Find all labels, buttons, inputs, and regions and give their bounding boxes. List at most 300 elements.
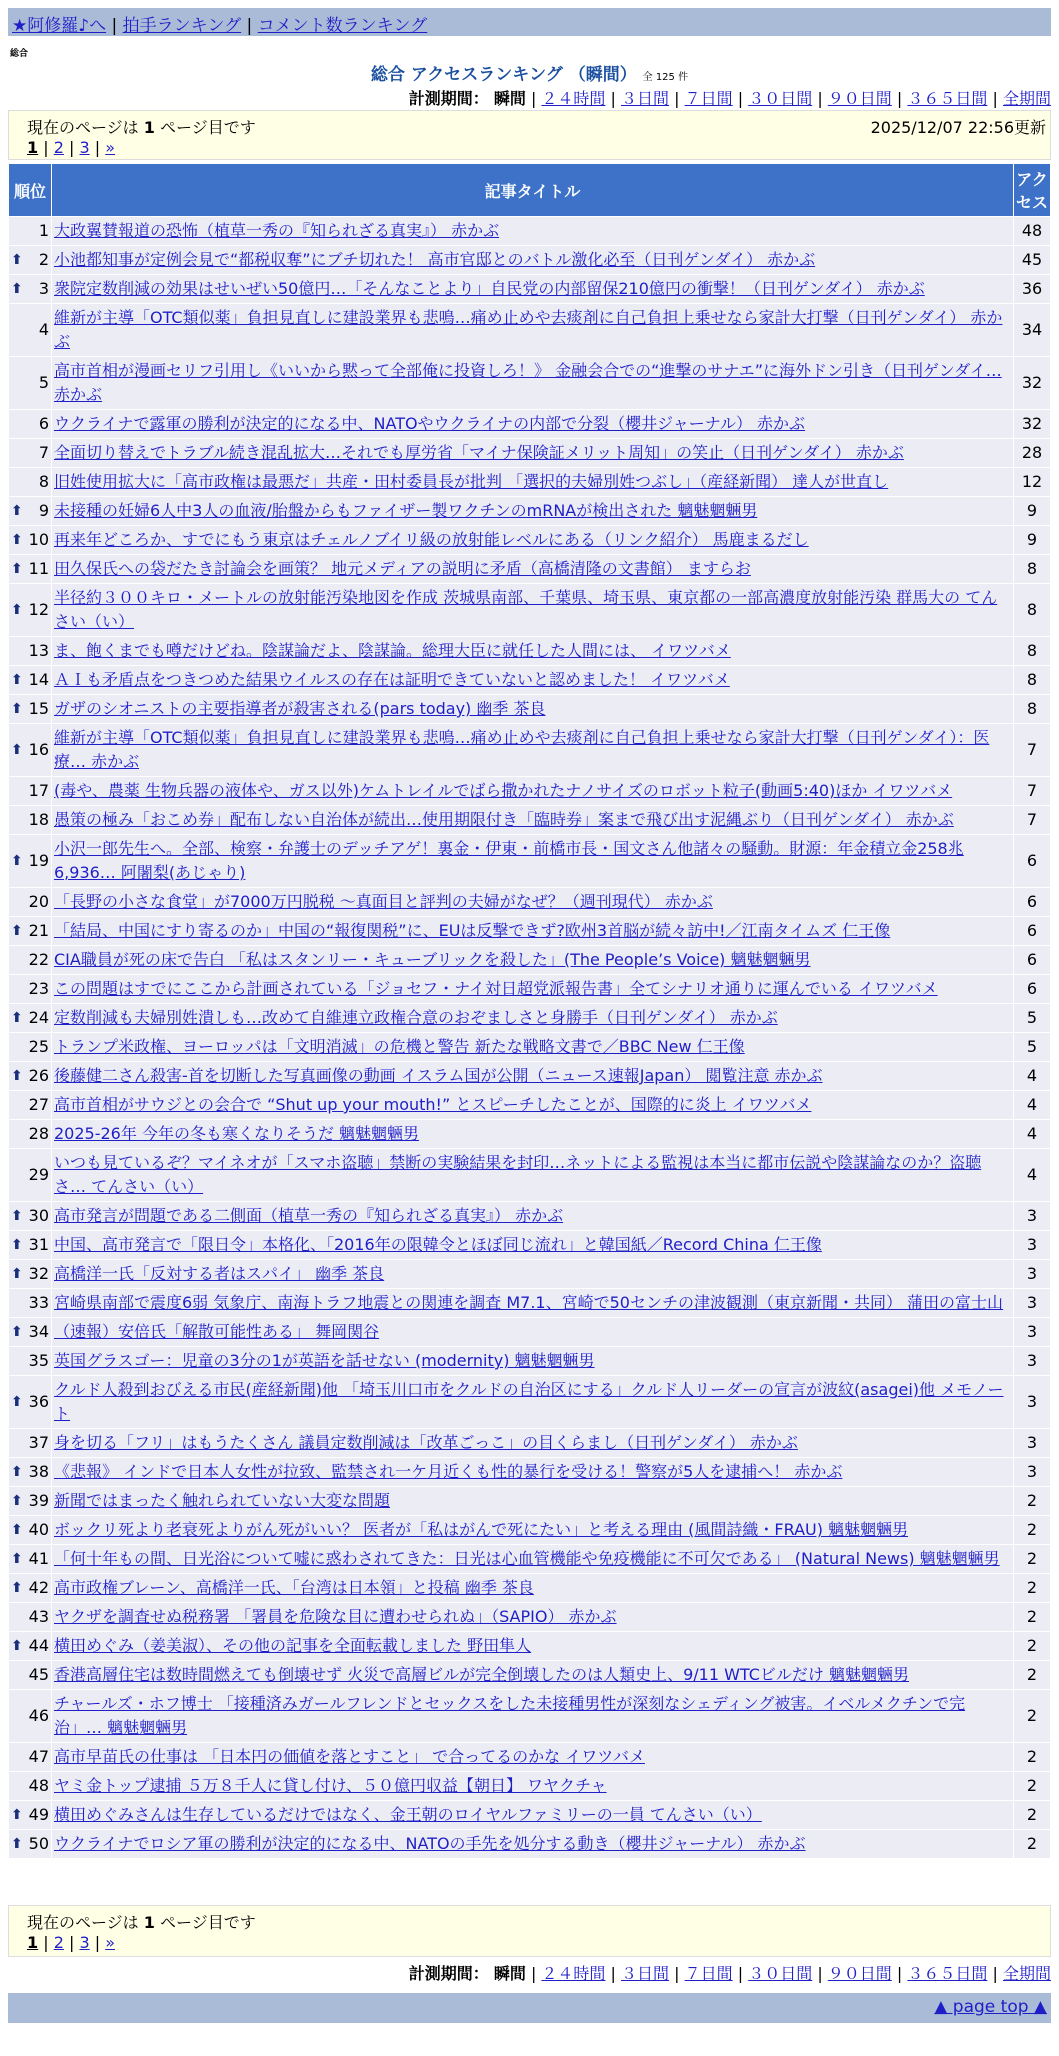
table-row	[9, 1574, 1050, 1602]
article-link[interactable]: 「何十年もの間、日光浴について嘘に惑わされてきた：日光は心血管機能や免疫機能に不可欠である」 (Natural News) 魑魅魍魎男	[54, 1549, 1000, 1568]
access-count: 2	[1014, 1516, 1050, 1544]
up-arrow-icon: ⬆	[11, 1208, 23, 1224]
rank-number: 40	[28, 1520, 49, 1539]
rank-cell	[9, 1458, 51, 1486]
access-count: 5	[1014, 1004, 1050, 1032]
rank-cell	[9, 1004, 51, 1032]
title-cell	[52, 410, 1013, 438]
article-link[interactable]: 英国グラスゴー：児童の3分の1が英語を話せない (modernity) 魑魅魍魎男	[54, 1351, 595, 1370]
applause-ranking-link[interactable]: 拍手ランキング	[122, 16, 242, 36]
up-arrow-icon: ⬆	[11, 923, 23, 939]
rank-cell	[9, 1574, 51, 1602]
period-7d[interactable]: ７日間	[684, 1964, 733, 1983]
separator: |	[43, 1933, 54, 1952]
table-header	[9, 164, 1050, 216]
access-count: 3	[1014, 1347, 1050, 1375]
access-count: 7	[1014, 724, 1050, 776]
rank-number: 5	[38, 373, 49, 392]
access-count: 2	[1014, 1661, 1050, 1689]
article-link[interactable]: ヤクザを調査せぬ税務署 「署員を危険な目に遭わせられぬ」（SAPIO） 赤かぶ	[54, 1607, 617, 1626]
rank-cell	[9, 666, 51, 694]
article-link[interactable]: ま、飽くまでも噂だけどね。陰謀論だよ、陰謀論。総理大臣に就任した人間には、 イワツバメ	[54, 641, 731, 660]
up-arrow-icon: ⬆	[11, 503, 23, 519]
article-link[interactable]: 高橋洋一氏「反対する者はスパイ」 幽季 茶良	[54, 1264, 385, 1283]
access-count: 2	[1014, 1603, 1050, 1631]
table-row	[9, 975, 1050, 1003]
access-count: 2	[1014, 1743, 1050, 1771]
up-arrow-icon: ⬆	[11, 1551, 23, 1567]
rank-number: 35	[28, 1351, 49, 1370]
title-cell	[52, 1376, 1013, 1428]
article-link[interactable]: (毒や、農薬 生物兵器の液体や、ガス以外)ケムトレイルでばら撒かれたナノサイズのロボット粒子(動画5:40)ほか イワツバメ	[54, 781, 953, 800]
title-cell	[52, 724, 1013, 776]
top-nav-bar	[8, 8, 1051, 36]
title-cell	[52, 1458, 1013, 1486]
table-row	[9, 1661, 1050, 1689]
rank-number: 15	[28, 699, 49, 718]
updated-time: 2025/12/07 22:56更新	[870, 118, 1046, 137]
period-365d[interactable]: ３６５日間	[907, 1964, 988, 1983]
rank-number: 19	[28, 851, 49, 870]
rank-number: 24	[28, 1008, 49, 1027]
page-info-bottom	[8, 1905, 1051, 1957]
rank-cell	[9, 1516, 51, 1544]
access-count: 48	[1014, 217, 1050, 245]
article-link[interactable]: 横田めぐみ（姜美淑）、その他の記事を全面転載しました 野田隼人	[54, 1636, 532, 1655]
table-row	[9, 526, 1050, 554]
separator: |	[896, 1964, 908, 1983]
title-cell	[52, 888, 1013, 916]
access-count: 9	[1014, 497, 1050, 525]
rank-cell	[9, 835, 51, 887]
rank-number: 30	[28, 1206, 49, 1225]
current-page-text	[27, 115, 256, 138]
up-arrow-icon: ⬆	[11, 1638, 23, 1654]
access-count: 2	[1014, 1801, 1050, 1829]
period-all[interactable]: 全期間	[1002, 1964, 1051, 1983]
access-count: 3	[1014, 1202, 1050, 1230]
access-count: 2	[1014, 1574, 1050, 1602]
title-cell	[52, 1545, 1013, 1573]
table-row	[9, 304, 1050, 356]
page-1-current: 1	[27, 138, 39, 157]
rank-cell	[9, 1772, 51, 1800]
table-row	[9, 246, 1050, 274]
access-count: 6	[1014, 975, 1050, 1003]
title-cell	[52, 946, 1013, 974]
title-cell	[52, 1091, 1013, 1119]
separator: |	[94, 1933, 106, 1952]
title-cell	[52, 1661, 1013, 1689]
title-cell	[52, 1289, 1013, 1317]
page-number: 1	[143, 118, 155, 137]
rank-cell	[9, 1318, 51, 1346]
period-24h[interactable]: ２４時間	[541, 1964, 606, 1983]
up-arrow-icon: ⬆	[11, 1807, 23, 1823]
rank-number: 21	[28, 921, 49, 940]
access-count: 4	[1014, 1091, 1050, 1119]
rank-cell	[9, 468, 51, 496]
article-link[interactable]: 身を切る「フリ」はもうたくさん 議員定数削減は「改革ごっこ」の目くらまし（日刊ゲンダイ） 赤かぶ	[54, 1433, 798, 1452]
period-current: 瞬間	[493, 1964, 526, 1983]
table-row	[9, 497, 1050, 525]
rank-cell	[9, 1632, 51, 1660]
rank-number: 49	[28, 1805, 49, 1824]
article-link[interactable]: 再来年どころか、すでにもう東京はチェルノブイリ級の放射能レベルにある（リンク紹介） 馬鹿まるだし	[54, 530, 809, 549]
title-cell	[52, 1149, 1013, 1201]
period-3d[interactable]: ３日間	[621, 1964, 670, 1983]
rank-number: 4	[38, 320, 49, 339]
separator: |	[610, 89, 622, 108]
separator: |	[817, 89, 828, 108]
article-link[interactable]: 「結局、中国にすり寄るのか」中国の“報復関税”に、EUは反撃できず?欧州3首脳が続々訪中!／江南タイムズ 仁王像	[54, 921, 891, 940]
rank-number: 12	[28, 600, 49, 619]
access-count: 3	[1014, 1260, 1050, 1288]
table-row	[9, 1062, 1050, 1090]
title-cell	[52, 1516, 1013, 1544]
rank-number: 31	[28, 1235, 49, 1254]
article-link[interactable]: 愚策の極み「おこめ券」配布しない自治体が続出…使用期限付き「臨時券」案まで飛び出す泥縄ぶり（日刊ゲンダイ） 赤かぶ	[54, 810, 954, 829]
title-cell	[52, 695, 1013, 723]
article-link[interactable]: （速報）安倍氏「解散可能性ある」 舞岡関谷	[54, 1322, 380, 1341]
rank-number: 43	[28, 1607, 49, 1626]
rank-cell	[9, 1289, 51, 1317]
rank-number: 8	[38, 472, 49, 491]
table-row	[9, 1458, 1050, 1486]
access-count: 6	[1014, 917, 1050, 945]
article-link[interactable]: 新聞ではまったく触れられていない大変な問題	[54, 1491, 391, 1510]
title-cell	[52, 304, 1013, 356]
page-suffix: ページ目です	[160, 1913, 256, 1932]
access-count: 2	[1014, 1487, 1050, 1515]
up-arrow-icon: ⬆	[11, 252, 23, 268]
article-link[interactable]: 高市政権ブレーン、高橋洋一氏、「台湾は日本領」と投稿 幽季 茶良	[54, 1578, 534, 1597]
access-count: 3	[1014, 1376, 1050, 1428]
rank-cell	[9, 357, 51, 409]
up-arrow-icon: ⬆	[11, 602, 23, 618]
table-row	[9, 1033, 1050, 1061]
title-cell	[52, 1801, 1013, 1829]
page-3-link[interactable]: 3	[79, 138, 90, 157]
rank-number: 45	[28, 1665, 49, 1684]
table-row	[9, 1801, 1050, 1829]
access-count: 32	[1014, 357, 1050, 409]
title-cell	[52, 555, 1013, 583]
access-count: 36	[1014, 275, 1050, 303]
page-2-link[interactable]: 2	[53, 138, 64, 157]
article-link[interactable]: 後藤健二さん殺害-首を切断した写真画像の動画 イスラム国が公開（ニュース速報Japan） 閲覧注意 赤かぶ	[54, 1066, 823, 1085]
title-cell	[52, 1690, 1013, 1742]
access-count: 6	[1014, 835, 1050, 887]
article-link[interactable]: 定数削減も夫婦別姓潰しも…改めて自維連立政権合意のおぞましさと身勝手（日刊ゲンダイ） 赤かぶ	[54, 1008, 778, 1027]
up-arrow-icon: ⬆	[11, 1010, 23, 1026]
article-link[interactable]: 2025-26年 今年の冬も寒くなりそうだ 魑魅魍魎男	[54, 1124, 420, 1143]
article-link[interactable]: 高市発言が問題である二側面（植草一秀の『知られざる真実』） 赤かぶ	[54, 1206, 564, 1225]
rank-cell	[9, 1033, 51, 1061]
period-7d[interactable]: ７日間	[684, 89, 733, 108]
table-row	[9, 357, 1050, 409]
rank-number: 39	[28, 1491, 49, 1510]
article-link[interactable]: 未接種の妊婦6人中3人の血液/胎盤からもファイザー製ワクチンのmRNAが検出された 魑魅魍魎男	[54, 501, 758, 520]
page-2-link[interactable]: 2	[53, 1933, 64, 1952]
table-row	[9, 1487, 1050, 1515]
rank-cell	[9, 217, 51, 245]
page-suffix: ページ目です	[160, 118, 256, 137]
next-page-link[interactable]: »	[105, 1933, 116, 1952]
rank-number: 7	[38, 443, 49, 462]
article-link[interactable]: 高市首相が漫画セリフ引用し《いいから黙って全部俺に投資しろ！》 金融会合での“進撃のサナエ”に海外ドン引き（日刊ゲンダイ… 赤かぶ	[54, 361, 1002, 404]
separator: |	[530, 1964, 542, 1983]
access-count: 2	[1014, 1830, 1050, 1858]
access-count: 32	[1014, 410, 1050, 438]
page-info-top	[8, 110, 1051, 160]
up-arrow-icon: ⬆	[11, 1237, 23, 1253]
title-cell	[52, 1830, 1013, 1858]
article-link[interactable]: 維新が主導「OTC類似薬」負担見直しに建設業界も悲鳴…痛め止めや去痰剤に自己負担上乗せなら家計大打撃（日刊ゲンダイ）：医療… 赤かぶ	[54, 728, 990, 771]
rank-cell	[9, 439, 51, 467]
period-label: 計測期間：	[408, 89, 489, 108]
rank-cell	[9, 1376, 51, 1428]
article-link[interactable]: 衆院定数削減の効果はせいぜい50億円…「そんなことより」自民党の内部留保210億円の衝撃！（日刊ゲンダイ） 赤かぶ	[54, 279, 925, 298]
rank-cell	[9, 1202, 51, 1230]
article-link[interactable]: 高市早苗氏の仕事は 「日本円の価値を落とすこと」 で合ってるのかな イワツバメ	[54, 1747, 645, 1766]
period-30d[interactable]: ３０日間	[748, 1964, 813, 1983]
page-top-link[interactable]: ▲ page top ▲	[934, 1997, 1047, 2017]
access-count: 3	[1014, 1289, 1050, 1317]
access-count: 8	[1014, 584, 1050, 636]
title-cell	[52, 1120, 1013, 1148]
rank-number: 44	[28, 1636, 49, 1655]
table-row	[9, 1149, 1050, 1201]
rank-number: 16	[28, 740, 49, 759]
table-row	[9, 946, 1050, 974]
period-90d[interactable]: ９０日間	[827, 1964, 892, 1983]
rank-number: 11	[28, 559, 49, 578]
rank-cell	[9, 1661, 51, 1689]
access-count: 3	[1014, 1231, 1050, 1259]
access-count: 34	[1014, 304, 1050, 356]
rank-cell	[9, 888, 51, 916]
period-90d[interactable]: ９０日間	[827, 89, 892, 108]
up-arrow-icon: ⬆	[11, 701, 23, 717]
rank-cell	[9, 975, 51, 1003]
article-link[interactable]: 田久保氏への袋だたき討論会を画策？ 地元メディアの説明に矛盾（高橋清隆の文書館） ますらお	[54, 559, 751, 578]
title-cell	[52, 637, 1013, 665]
article-link[interactable]: トランプ米政権、ヨーロッパは「文明消滅」の危機と警告 新たな戦略文書で／BBC New 仁王像	[54, 1037, 745, 1056]
title-cell	[52, 777, 1013, 805]
title-cell	[52, 1062, 1013, 1090]
title-cell	[52, 1231, 1013, 1259]
access-count: 45	[1014, 246, 1050, 274]
rank-number: 37	[28, 1433, 49, 1452]
rank-cell	[9, 1487, 51, 1515]
next-page-link[interactable]: »	[105, 138, 116, 157]
separator: |	[674, 1964, 685, 1983]
title-cell	[52, 1772, 1013, 1800]
table-row	[9, 1202, 1050, 1230]
rank-cell	[9, 410, 51, 438]
article-link[interactable]: ヤミ金トップ逮捕 ５万８千人に貸し付け、５０億円収益【朝日】 ワヤクチャ	[54, 1776, 607, 1795]
article-link[interactable]: 「長野の小さな食堂」が7000万円脱税 ～真面目と評判の夫婦がなぜ？（週刊現代） 赤かぶ	[54, 892, 713, 911]
rank-number: 41	[28, 1549, 49, 1568]
table-row	[9, 1603, 1050, 1631]
rank-number: 17	[28, 781, 49, 800]
up-arrow-icon: ⬆	[11, 561, 23, 577]
rank-cell	[9, 917, 51, 945]
access-count: 2	[1014, 1545, 1050, 1573]
title-cell	[52, 1632, 1013, 1660]
access-count: 3	[1014, 1458, 1050, 1486]
rank-number: 3	[38, 279, 49, 298]
article-link[interactable]: ガザのシオニストの主要指導者が殺害される(pars today) 幽季 茶良	[54, 699, 546, 718]
rank-cell	[9, 777, 51, 805]
rank-number: 20	[28, 892, 49, 911]
article-link[interactable]: この問題はすでにここから計画されている「ジョセフ・ナイ対日超党派報告書」全てシナリオ通りに運んでいる イワツバメ	[54, 979, 938, 998]
table-row	[9, 1830, 1050, 1858]
page-3-link[interactable]: 3	[79, 1933, 90, 1952]
rank-cell	[9, 1149, 51, 1201]
rank-cell	[9, 1062, 51, 1090]
article-link[interactable]: チャールズ・ホフ博士 「接種済みガールフレンドとセックスをした未接種男性が深刻なシェディング被害。イベルメクチンで完治」… 魑魅魍魎男	[54, 1694, 966, 1737]
access-count: 5	[1014, 1033, 1050, 1061]
title-cell	[52, 975, 1013, 1003]
rank-number: 6	[38, 414, 49, 433]
article-link[interactable]: ウクライナでロシア軍の勝利が決定的になる中、NATOの手先を処分する動き（櫻井ジャーナル） 赤かぶ	[54, 1834, 806, 1853]
table-row	[9, 1772, 1050, 1800]
title-cell	[52, 497, 1013, 525]
rank-cell	[9, 1260, 51, 1288]
category-label: 総合	[10, 49, 29, 59]
comment-ranking-link[interactable]: コメント数ランキング	[257, 16, 428, 36]
article-link[interactable]: 中国、高市発言で「限日令」本格化、「2016年の限韓令とほぼ同じ流れ」と韓国紙／Record China 仁王像	[54, 1235, 822, 1254]
ranking-table	[8, 163, 1051, 1859]
title-cell	[52, 439, 1013, 467]
article-link[interactable]: クルド人殺到おびえる市民(産経新聞)他 「埼玉川口市をクルドの自治区にする」クルド人リーダーの宣言が波紋(asagei)他 メモノート	[54, 1380, 1004, 1423]
rank-number: 18	[28, 810, 49, 829]
period-current: 瞬間	[493, 89, 526, 108]
table-row	[9, 666, 1050, 694]
page-prefix: 現在のページは	[27, 1913, 139, 1932]
separator: |	[610, 1964, 622, 1983]
article-link[interactable]: 維新が主導「OTC類似薬」負担見直しに建設業界も悲鳴…痛め止めや去痰剤に自己負担上乗せなら家計大打撃（日刊ゲンダイ） 赤かぶ	[54, 308, 1003, 351]
table-row	[9, 1347, 1050, 1375]
article-link[interactable]: 全面切り替えでトラブル続き混乱拡大…それでも厚労省「マイナ保険証メリット周知」の笑止（日刊ゲンダイ） 赤かぶ	[54, 443, 904, 462]
separator: |	[111, 16, 123, 36]
period-24h[interactable]: ２４時間	[541, 89, 606, 108]
rank-number: 33	[28, 1293, 49, 1312]
separator: |	[896, 89, 908, 108]
rank-number: 2	[38, 250, 49, 269]
rank-cell	[9, 1743, 51, 1771]
up-arrow-icon: ⬆	[11, 672, 23, 688]
table-row	[9, 724, 1050, 776]
access-count: 2	[1014, 1772, 1050, 1800]
rank-cell	[9, 526, 51, 554]
table-row	[9, 1260, 1050, 1288]
title-cell	[52, 1033, 1013, 1061]
period-365d[interactable]: ３６５日間	[907, 89, 988, 108]
home-link[interactable]: ★阿修羅♪へ	[12, 16, 107, 36]
up-arrow-icon: ⬆	[11, 1493, 23, 1509]
up-arrow-icon: ⬆	[11, 1464, 23, 1480]
rank-number: 23	[28, 979, 49, 998]
table-row	[9, 555, 1050, 583]
access-count: 4	[1014, 1062, 1050, 1090]
article-link[interactable]: 半径約３００キロ・メートルの放射能汚染地図を作成 茨城県南部、千葉県、埼玉県、東京都の一部高濃度放射能汚染 群馬大の てんさい（い）	[54, 588, 998, 631]
separator: |	[817, 1964, 828, 1983]
article-link[interactable]: ウクライナで露軍の勝利が決定的になる中、NATOやウクライナの内部で分裂（櫻井ジャーナル） 赤かぶ	[54, 414, 806, 433]
article-link[interactable]: 《悲報》 インドで日本人女性が拉致、監禁され一ケ月近くも性的暴行を受ける！警察が5人を逮捕へ！ 赤かぶ	[54, 1462, 843, 1481]
article-link[interactable]: 高市首相がサウジとの会合で “Shut up your mouth!” とスピーチしたことが、国際的に炎上 イワツバメ	[54, 1095, 812, 1114]
separator: |	[69, 1933, 80, 1952]
title-cell	[52, 1202, 1013, 1230]
period-30d[interactable]: ３０日間	[748, 89, 813, 108]
article-link[interactable]: 大政翼賛報道の恐怖（植草一秀の『知られざる真実』） 赤かぶ	[54, 221, 500, 240]
article-link[interactable]: 旧姓使用拡大に「高市政権は最悪だ」共産・田村委員長が批判 「選択的夫婦別姓つぶし」（産経新聞） 達人が世直し	[54, 472, 889, 491]
period-label: 計測期間：	[408, 1964, 489, 1983]
up-arrow-icon: ⬆	[11, 742, 23, 758]
table-row	[9, 1632, 1050, 1660]
top-nav	[12, 11, 427, 36]
rank-cell	[9, 304, 51, 356]
rank-number: 47	[28, 1747, 49, 1766]
rank-cell	[9, 1347, 51, 1375]
title-cell	[52, 526, 1013, 554]
up-arrow-icon: ⬆	[11, 1068, 23, 1084]
access-count: 2	[1014, 1632, 1050, 1660]
separator: |	[737, 1964, 749, 1983]
separator: |	[246, 16, 258, 36]
title-cell	[52, 1260, 1013, 1288]
article-link[interactable]: 小沢一郎先生へ。全部、検察・弁護士のデッチアゲ！裏金・伊東・前橋市長・国文さん他諸々の騒動。財源：年金積立金258兆6,936… 阿闍梨(あじゃり)	[54, 839, 964, 882]
up-arrow-icon: ⬆	[11, 1266, 23, 1282]
period-3d[interactable]: ３日間	[621, 89, 670, 108]
article-link[interactable]: いつも見ているぞ？マイネオが「スマホ盗聴」禁断の実験結果を封印…ネットによる監視は本当に都市伝説や陰謀論なのか？盗聴さ… てんさい（い）	[54, 1153, 982, 1196]
rank-number: 14	[28, 670, 49, 689]
separator: |	[94, 138, 106, 157]
access-count: 7	[1014, 806, 1050, 834]
table-row	[9, 1004, 1050, 1032]
rank-cell	[9, 497, 51, 525]
table-row	[9, 1376, 1050, 1428]
access-count: 6	[1014, 888, 1050, 916]
title-cell	[52, 1603, 1013, 1631]
pagination	[27, 1933, 115, 1952]
title-cell	[52, 835, 1013, 887]
title-cell	[52, 1347, 1013, 1375]
up-arrow-icon: ⬆	[11, 1836, 23, 1852]
rank-number: 10	[28, 530, 49, 549]
table-row	[9, 888, 1050, 916]
table-row	[9, 1231, 1050, 1259]
article-link[interactable]: ＡＩも矛盾点をつきつめた結果ウイルスの存在は証明できていないと認めました！ イワツバメ	[54, 670, 730, 689]
access-count: 8	[1014, 555, 1050, 583]
access-count: 2	[1014, 1690, 1050, 1742]
rank-number: 26	[28, 1066, 49, 1085]
table-row	[9, 917, 1050, 945]
table-row	[9, 439, 1050, 467]
period-all[interactable]: 全期間	[1002, 89, 1051, 108]
article-link[interactable]: 小池都知事が定例会見で“都税収奪”にブチ切れた！ 高市官邸とのバトル激化必至（日刊ゲンダイ） 赤かぶ	[54, 250, 816, 269]
separator: |	[43, 138, 54, 157]
article-link[interactable]: ボックリ死より老衰死よりがん死がいい？ 医者が「私はがんで死にたい」と考える理由 (風間詩織・FRAU) 魑魅魍魎男	[54, 1520, 909, 1539]
article-link[interactable]: 宮崎県南部で震度6弱 気象庁、南海トラフ地震との関連を調査 M7.1、宮崎で50センチの津波観測（東京新聞・共同） 蒲田の富士山	[54, 1293, 1004, 1312]
article-link[interactable]: 香港高層住宅は数時間燃えても倒壊せず 火災で高層ビルが完全倒壊したのは人類史上、9/11 WTCビルだけ 魑魅魍魎男	[54, 1665, 910, 1684]
article-link[interactable]: 横田めぐみさんは生存しているだけではなく、金王朝のロイヤルファミリーの一員 てんさい（い）	[54, 1805, 762, 1824]
article-link[interactable]: CIA職員が死の床で告白 「私はスタンリー・キューブリックを殺した」(The People’s Voice) 魑魅魍魎男	[54, 950, 811, 969]
table-row	[9, 217, 1050, 245]
title-cell	[52, 1574, 1013, 1602]
